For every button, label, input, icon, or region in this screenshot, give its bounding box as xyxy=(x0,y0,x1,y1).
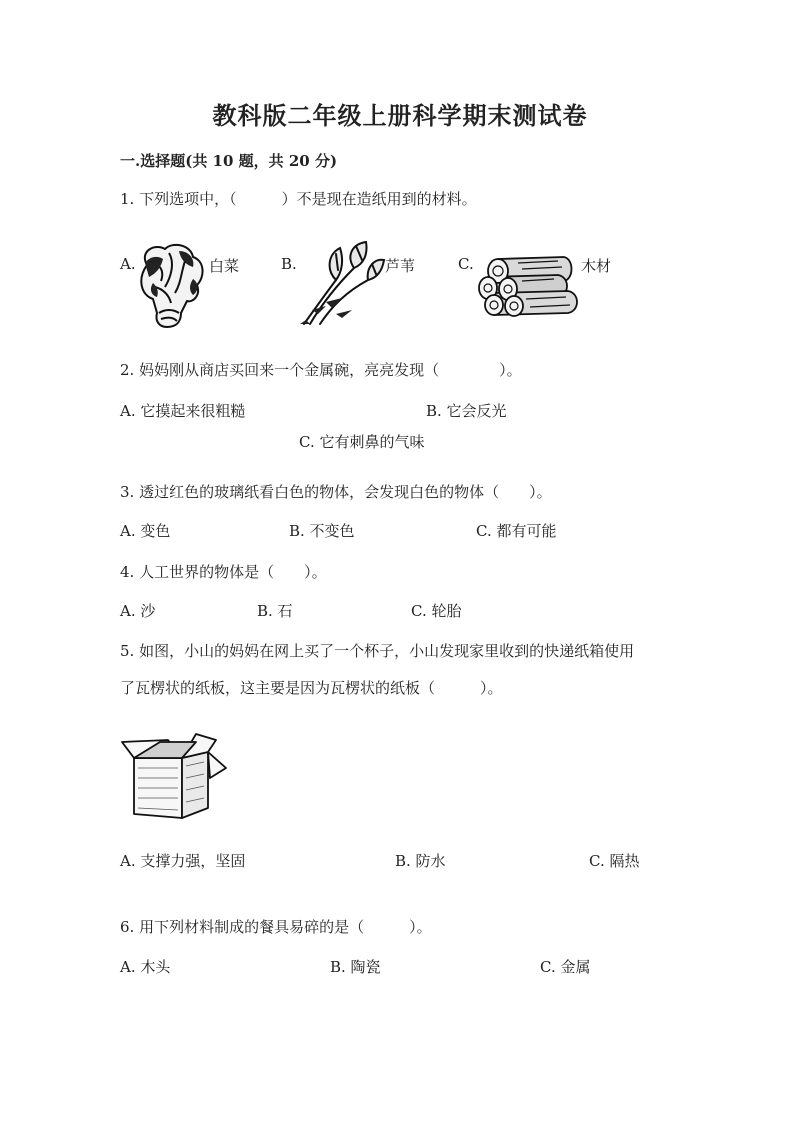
q1-option-a-letter: A. xyxy=(120,255,136,273)
q3-option-b: B. 不变色 xyxy=(289,522,355,540)
question-1-stem: 1. 下列选项中，（ ）不是现在造纸用到的材料。 xyxy=(120,190,477,208)
q3-option-a: A. 变色 xyxy=(120,522,171,540)
q2-option-c: C. 它有刺鼻的气味 xyxy=(299,433,425,451)
cabbage-icon xyxy=(135,243,207,329)
q1-option-a-text: 白菜 xyxy=(209,257,240,275)
q4-option-c: C. 轮胎 xyxy=(411,602,462,620)
q6-option-a: A. 木头 xyxy=(120,958,171,976)
question-6-stem: 6. 用下列材料制成的餐具易碎的是（ ）。 xyxy=(120,918,432,936)
question-3-stem: 3. 透过红色的玻璃纸看白色的物体，会发现白色的物体（ ）。 xyxy=(120,483,552,501)
q2-option-b: B. 它会反光 xyxy=(426,402,507,420)
logs-icon xyxy=(478,249,580,319)
q4-option-a: A. 沙 xyxy=(120,602,156,620)
q5-option-a: A. 支撑力强，坚固 xyxy=(120,852,246,870)
page-title: 教科版二年级上册科学期末测试卷 xyxy=(212,101,588,130)
q5-option-c: C. 隔热 xyxy=(589,852,640,870)
q1-option-c-letter: C. xyxy=(458,255,474,273)
q1-option-b-text: 芦苇 xyxy=(385,257,416,275)
cardboard-box-icon xyxy=(120,728,230,820)
q3-option-c: C. 都有可能 xyxy=(476,522,557,540)
q1-option-b-letter: B. xyxy=(281,255,297,273)
q2-option-a: A. 它摸起来很粗糙 xyxy=(120,402,246,420)
section-heading: 一.选择题(共 10 题，共 20 分) xyxy=(120,152,338,170)
reed-icon xyxy=(296,240,384,326)
q6-option-c: C. 金属 xyxy=(540,958,591,976)
question-2-stem: 2. 妈妈刚从商店买回来一个金属碗，亮亮发现（ ）。 xyxy=(120,361,522,379)
q5-option-b: B. 防水 xyxy=(395,852,446,870)
q6-option-b: B. 陶瓷 xyxy=(330,958,381,976)
question-4-stem: 4. 人工世界的物体是（ ）。 xyxy=(120,563,327,581)
question-5-stem-line2: 了瓦楞状的纸板，这主要是因为瓦楞状的纸板（ ）。 xyxy=(120,679,503,697)
question-5-stem-line1: 5. 如图，小山的妈妈在网上买了一个杯子，小山发现家里收到的快递纸箱使用 xyxy=(120,642,635,660)
q4-option-b: B. 石 xyxy=(257,602,293,620)
q1-option-c-text: 木材 xyxy=(581,257,612,275)
